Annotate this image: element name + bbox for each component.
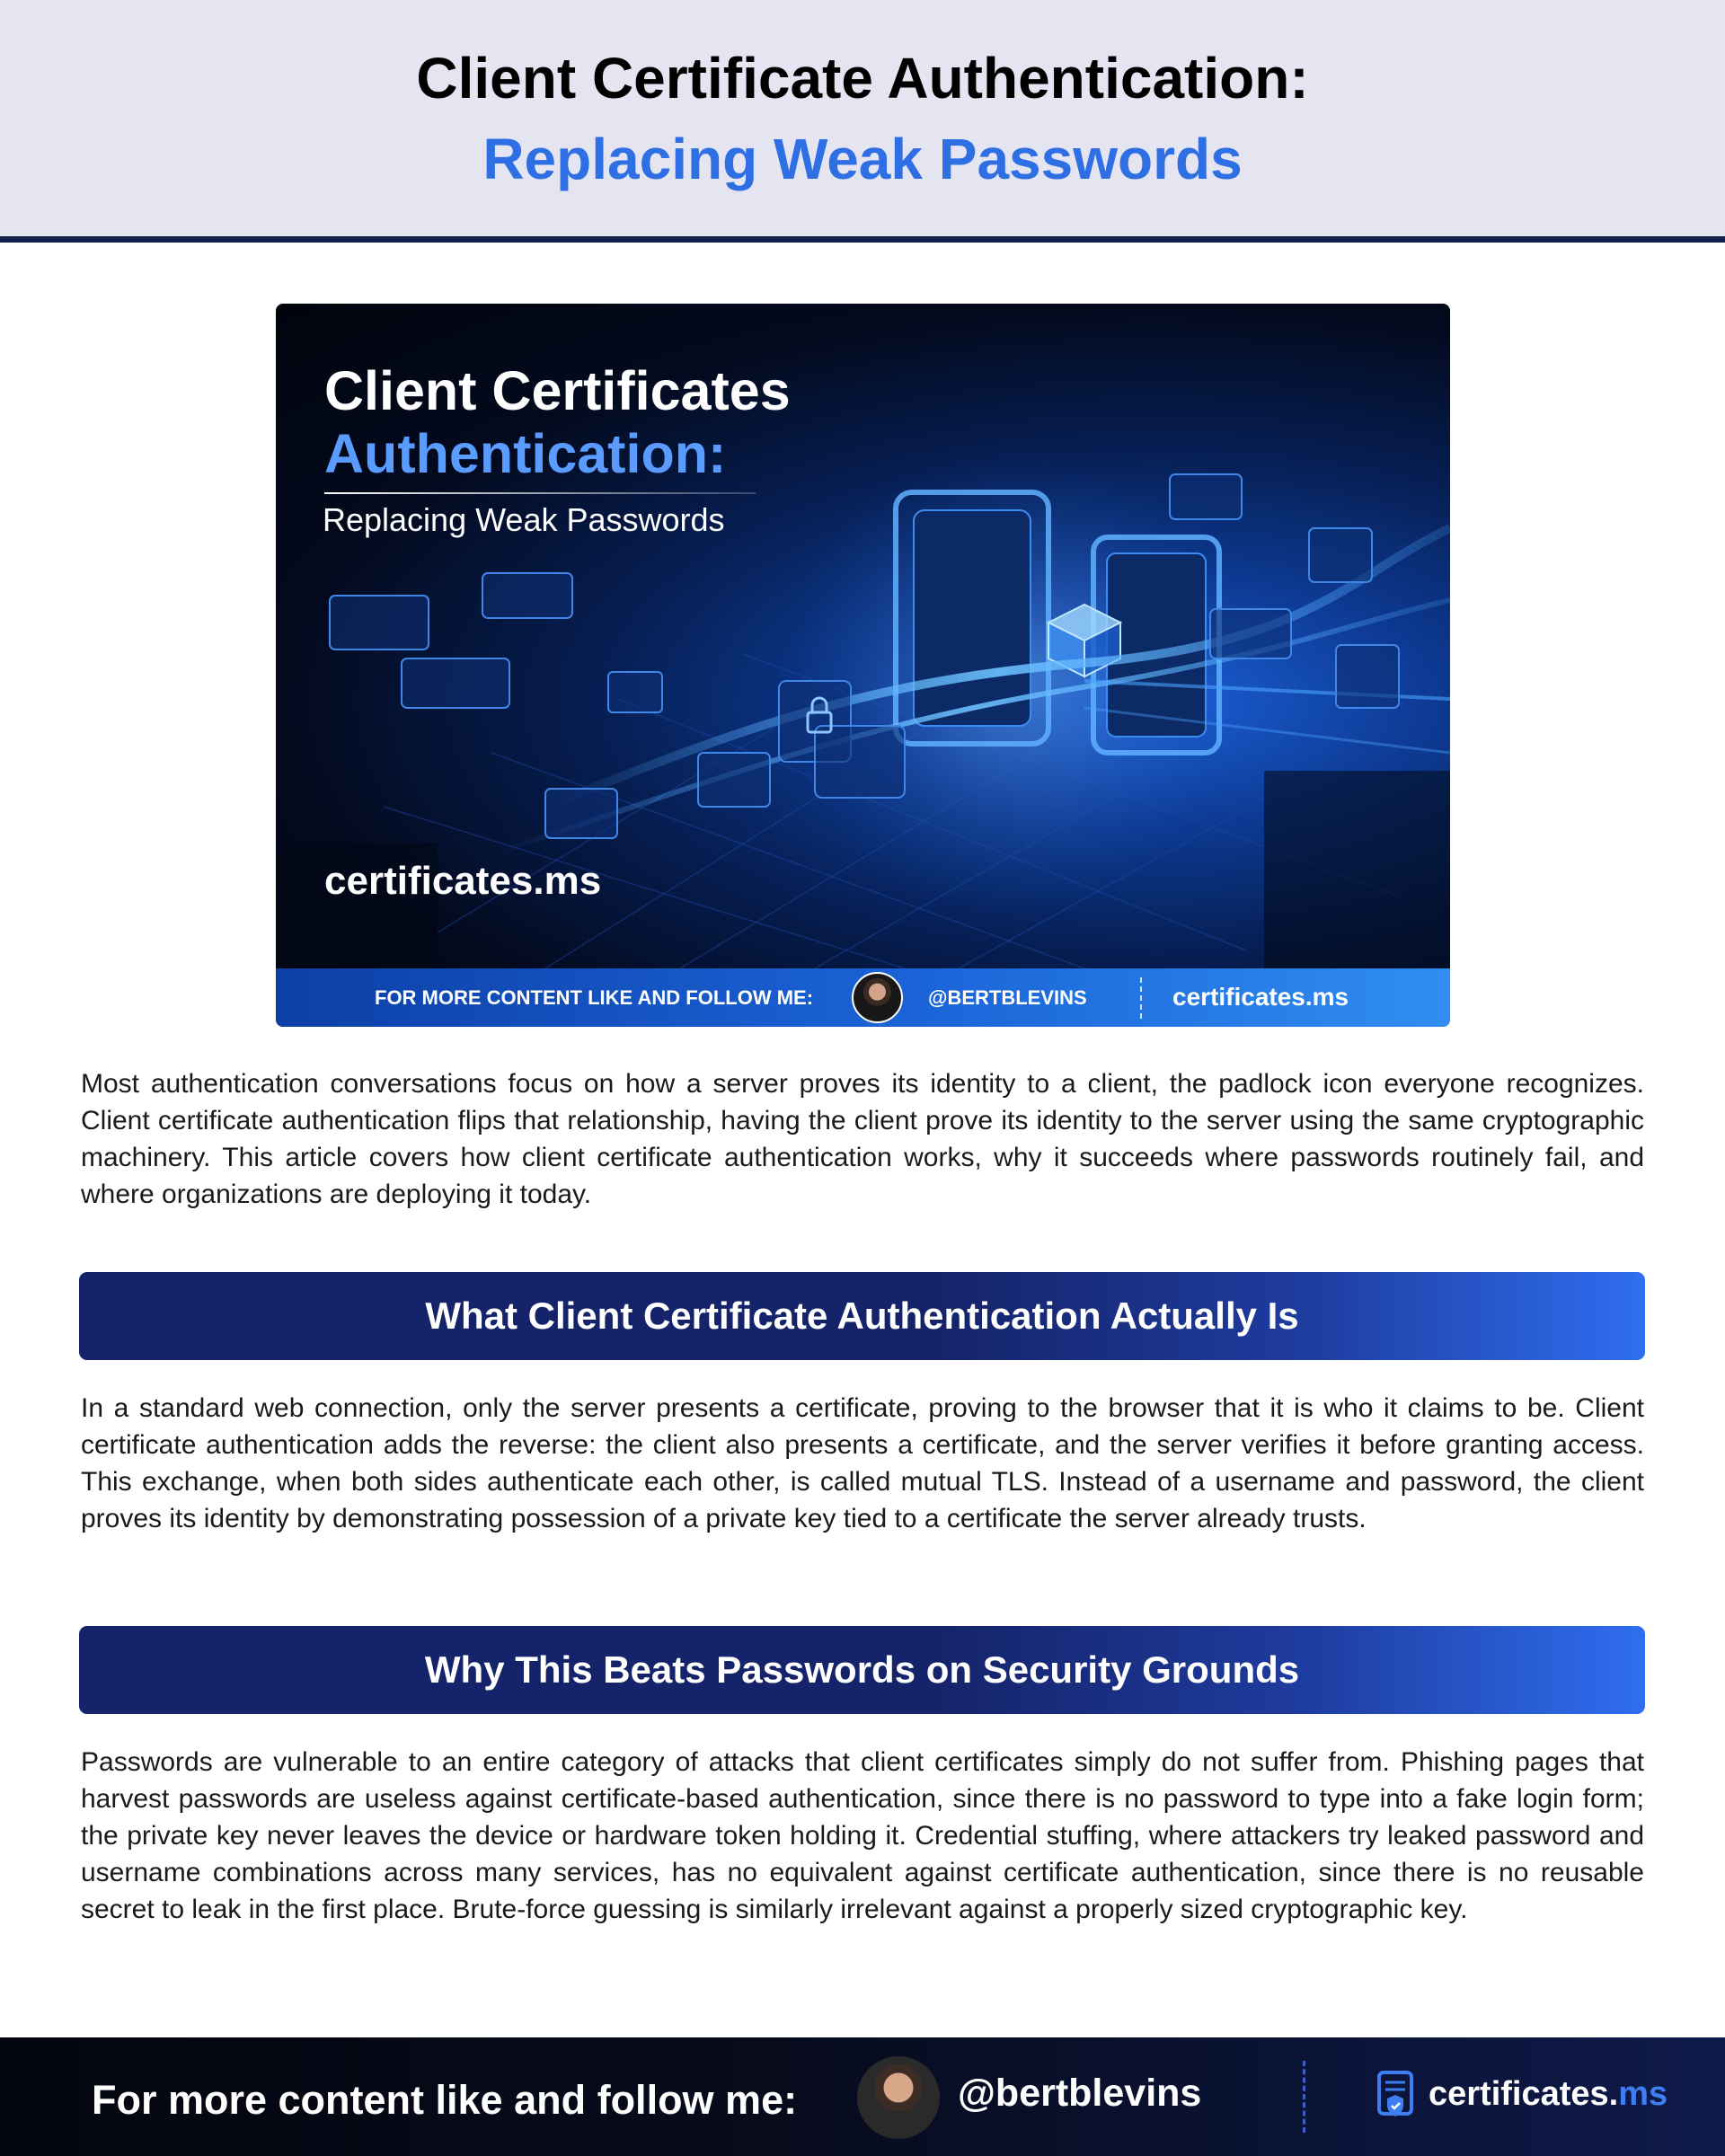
section-heading-text: Why This Beats Passwords on Security Grounds <box>424 1648 1300 1691</box>
hero-social-handle[interactable]: @BERTBLEVINS <box>928 986 1087 1009</box>
section-body-why-beats-passwords: Passwords are vulnerable to an entire category of attacks that client certificates simply do not suffer from. Phishing pages that harvest passwords are useless against certificate-based authentication, since there is no password to type into a fake login form; the private key never leaves the device or hardware token holding it. Credential stuffing, where attackers try leaked password and username combinations across many services, has no equivalent against certificate authentication, since there is no reusable secret to leak in the first place. Brute-force guessing is similarly irrelevant against a properly sized cryptographic key. <box>81 1747 1644 1924</box>
footer-social-handle[interactable]: @bertblevins <box>958 2072 1202 2115</box>
hero-banner <box>276 304 1450 1027</box>
hero-subtitle: Replacing Weak Passwords <box>323 501 725 538</box>
hero-bar-logo[interactable]: certificates.ms <box>1172 983 1349 1011</box>
hero-divider <box>324 492 756 494</box>
footer-logo-main: certificates. <box>1429 2075 1619 2113</box>
hero-title: Client Certificates <box>324 360 791 421</box>
page-header <box>0 0 1725 243</box>
page-footer <box>0 2037 1725 2156</box>
section-heading-text: What Client Certificate Authentication Actually Is <box>425 1294 1299 1337</box>
avatar <box>857 2056 940 2139</box>
divider <box>1140 977 1142 1019</box>
certificate-shield-icon <box>1376 2070 1414 2122</box>
footer-cta: For more content like and follow me: <box>92 2077 798 2123</box>
intro-paragraph: Most authentication conversations focus on how a server proves its identity to a client, the padlock icon everyone recognizes. Client certificate authentication flips that relationship, having the client prove its identity to the server using the same cryptographic machinery. This article covers how client certificate authentication works, why it succeeds where passwords routinely fail, and where organizations are deploying it today. <box>81 1069 1644 1209</box>
hero-title-accent: Authentication: <box>324 423 727 484</box>
section-heading-why-beats-passwords <box>79 1626 1645 1714</box>
hero-follow-bar <box>276 968 1450 1027</box>
hero-follow-text: FOR MORE CONTENT LIKE AND FOLLOW ME: <box>375 986 814 1009</box>
page-subtitle: Replacing Weak Passwords <box>482 127 1243 191</box>
footer-logo-suffix: ms <box>1618 2075 1668 2113</box>
section-body-what-is: In a standard web connection, only the server presents a certificate, proving to the browser that it is who it claims to be. Client certificate authentication adds the reverse: the client also presents a certificate, and the server verifies it before granting access. This exchange, when both sides authenticate each other, is called mutual TLS. Instead of a username and password, the client proves its identity by demonstrating possession of a private key tied to a certificate the server already trusts. <box>81 1393 1644 1533</box>
page-title: Client Certificate Authentication: <box>416 46 1309 110</box>
section-heading-what-is <box>79 1272 1645 1360</box>
divider <box>1303 2061 1305 2133</box>
footer-logo[interactable] <box>1429 2075 1668 2114</box>
hero-logo: certificates.ms <box>324 859 602 903</box>
avatar <box>852 972 903 1023</box>
